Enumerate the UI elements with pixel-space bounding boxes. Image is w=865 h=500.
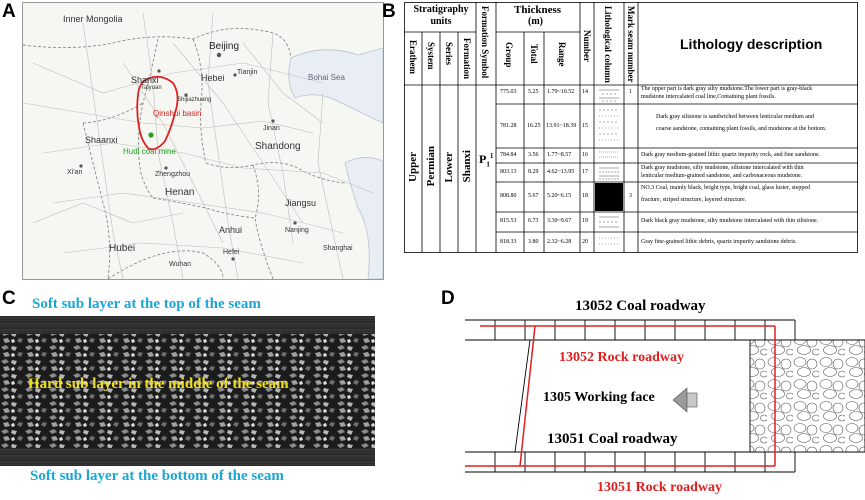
- header-thickness: Thickness: [514, 4, 562, 16]
- formation-symbol-sup: 1: [489, 152, 494, 160]
- value-formation-symbol: [479, 152, 493, 168]
- panel-b-letter: B: [382, 1, 396, 22]
- header-lithological-column: Lithological column: [603, 6, 613, 83]
- map-label-beijing: Beijing: [209, 41, 240, 52]
- cell-desc-line-2: lenticular medium-grained sandstone, and carbonaceous mudstone.: [641, 173, 803, 179]
- header-system: System: [426, 42, 436, 70]
- header-total: Total: [529, 44, 539, 64]
- map-label-jinan: Jinan: [263, 125, 280, 132]
- cell-range: 1.79~10.52: [547, 89, 575, 95]
- map-label-qinshui-basin: Qinshui basin: [153, 109, 202, 118]
- working-face-layout: [455, 290, 865, 500]
- goaf-area: [750, 340, 865, 452]
- coal-roadway-bottom-label: 13051 Coal roadway: [547, 431, 678, 447]
- cell-desc-line-2: mudstone intercalated coal line,Containing plant fossils.: [641, 94, 776, 100]
- value-series: Lower: [443, 152, 455, 183]
- header-group: Group: [504, 42, 514, 68]
- cell-mark: 1: [629, 89, 632, 95]
- value-erathem: Upper: [407, 152, 419, 182]
- cell-desc-line-1: Dark gray siltstone is sandwiched between lenticular medium and: [656, 114, 814, 120]
- map-label-xian: Xi'an: [67, 169, 83, 176]
- header-erathem: Erathem: [408, 40, 418, 74]
- header-range: Range: [557, 42, 567, 67]
- map-label-hebei: Hebei: [201, 73, 225, 83]
- map-label-anhui: Anhui: [219, 225, 243, 235]
- panel-c-bottom-label: Soft sub layer at the bottom of the seam: [30, 468, 284, 484]
- header-thickness-unit: (m): [528, 16, 543, 27]
- cell-group: 784.84: [500, 152, 517, 158]
- cell-range: 1.77~8.57: [547, 152, 572, 158]
- map-label-jiangsu: Jiangsu: [285, 198, 317, 208]
- lithological-column-patterns: [595, 90, 623, 244]
- roadway-diagram: [455, 290, 865, 500]
- cell-number: 18: [582, 193, 588, 199]
- panel-a-letter: A: [2, 1, 16, 22]
- location-map: [22, 2, 384, 280]
- cell-desc-line-1: Dark gray medium-grained lithic quartz impurity rock, and fine sandstone.: [641, 152, 821, 158]
- working-face-label: 1305 Working face: [543, 390, 655, 405]
- cell-range: 4.62~13.95: [547, 169, 575, 175]
- cell-number: 19: [582, 218, 588, 224]
- cell-desc-line-1: Gray fine-grained lithic debris, quartz impurity sandstone debris.: [641, 239, 797, 245]
- cell-group: 815.53: [500, 218, 517, 224]
- coal-seam-photo-panel: [0, 290, 375, 500]
- header-formation-symbol: Formation Symbol: [480, 6, 490, 79]
- panel-c-letter: C: [2, 288, 16, 309]
- cell-desc-line-1: NO.3 Coal, mainly black, bright type, bright coal, glass luster, stepped: [641, 185, 811, 191]
- map-label-shandong: Shandong: [255, 141, 301, 152]
- working-face-arrow: [673, 388, 697, 412]
- cell-number: 20: [582, 239, 588, 245]
- map-label-hudi-coal-mine: Hudi coal mine: [123, 147, 176, 156]
- cell-number: 15: [582, 123, 588, 129]
- header-formation: Formation: [462, 38, 472, 79]
- cell-desc-line-2: coarse sandstone, containing plant fossils, and mudstone at the bottom.: [656, 126, 827, 132]
- cell-number: 17: [582, 169, 588, 175]
- cell-total: 5.25: [528, 89, 539, 95]
- cell-desc-line-1: The upper part is dark gray silty mudstone.The lower part is gray-black: [641, 86, 813, 92]
- cell-total: 8.29: [528, 169, 539, 175]
- map-label-shanghai: Shanghai: [323, 245, 353, 252]
- panel-c-top-label: Soft sub layer at the top of the seam: [32, 296, 261, 312]
- formation-symbol-sub: 1: [486, 160, 490, 169]
- cell-total: 3.80: [528, 239, 539, 245]
- rock-roadway-bottom-label: 13051 Rock roadway: [597, 480, 722, 495]
- map-label-tianjin: Tianjin: [237, 69, 258, 76]
- cell-range: 3.30~9.67: [547, 218, 572, 224]
- rock-roadway-top-label: 13052 Rock roadway: [559, 350, 684, 365]
- cell-group: 803.13: [500, 169, 517, 175]
- value-system: Permian: [425, 146, 437, 187]
- map-label-henan: Henan: [165, 187, 195, 198]
- cell-total: 6.73: [528, 218, 539, 224]
- coal-roadway-top-label: 13052 Coal roadway: [575, 298, 706, 314]
- map-label-inner-mongolia: Inner Mongolia: [63, 14, 123, 24]
- cell-number: 16: [582, 152, 588, 158]
- cell-desc-line-2: fracture, striped structure, layered structure.: [641, 197, 747, 203]
- cell-group: 818.33: [500, 239, 517, 245]
- cell-total: 3.56: [528, 152, 539, 158]
- map-label-zhengzhou: Zhengzhou: [155, 171, 191, 178]
- cell-desc-line-1: Dark black gray mudstone, silty mudstone intercalated with thin siltstone.: [641, 218, 819, 224]
- map-lines: [23, 3, 383, 279]
- map-label-shaanxi: Shaanxi: [85, 135, 118, 145]
- panel-d-letter: D: [441, 288, 455, 309]
- map-label-hefei: Hefei: [223, 249, 240, 256]
- panel-c-middle-label: Hard sub layer in the middle of the seam: [28, 376, 289, 392]
- hudi-coal-mine-marker: [148, 132, 153, 137]
- map-label-shijiazhuang: Shijiazhuang: [177, 97, 212, 103]
- header-series: Series: [444, 42, 454, 65]
- header-number: Number: [582, 30, 592, 62]
- cell-number: 14: [582, 89, 588, 95]
- value-formation: Shanxi: [461, 150, 473, 183]
- map-label-nanjing: Nanjing: [285, 227, 309, 234]
- formation-symbol-base: P: [479, 152, 487, 166]
- map-label-bohai-sea: Bohai Sea: [308, 73, 345, 82]
- header-lithology-description: Lithology description: [680, 36, 823, 52]
- map-label-hubei: Hubei: [109, 243, 136, 254]
- map-label-wuhan: Wuhan: [169, 261, 192, 268]
- cell-total: 5.67: [528, 193, 539, 199]
- cell-desc-line-1: Dark gray mudstone, silty mudstone, siltstone intercalated with thin: [641, 165, 804, 171]
- cell-group: 775.03: [500, 89, 517, 95]
- cell-range: 5.20~6.15: [547, 193, 572, 199]
- cell-group: 781.28: [500, 123, 517, 129]
- cell-range: 2.32~6.28: [547, 239, 572, 245]
- header-stratigraphy-units: Stratigraphy units: [413, 4, 469, 27]
- map-label-taiyuan: Taiyuan: [141, 85, 162, 91]
- cell-range: 13.91~18.39: [546, 123, 577, 129]
- cell-group: 808.80: [500, 193, 517, 199]
- cell-mark: 3: [629, 193, 632, 199]
- header-mark-seam-number: Mark seam number: [626, 6, 636, 83]
- cell-total: 16.25: [527, 123, 541, 129]
- stratigraphy-table: [404, 2, 859, 254]
- map-label-shanxi-province: Shanxi: [131, 75, 159, 85]
